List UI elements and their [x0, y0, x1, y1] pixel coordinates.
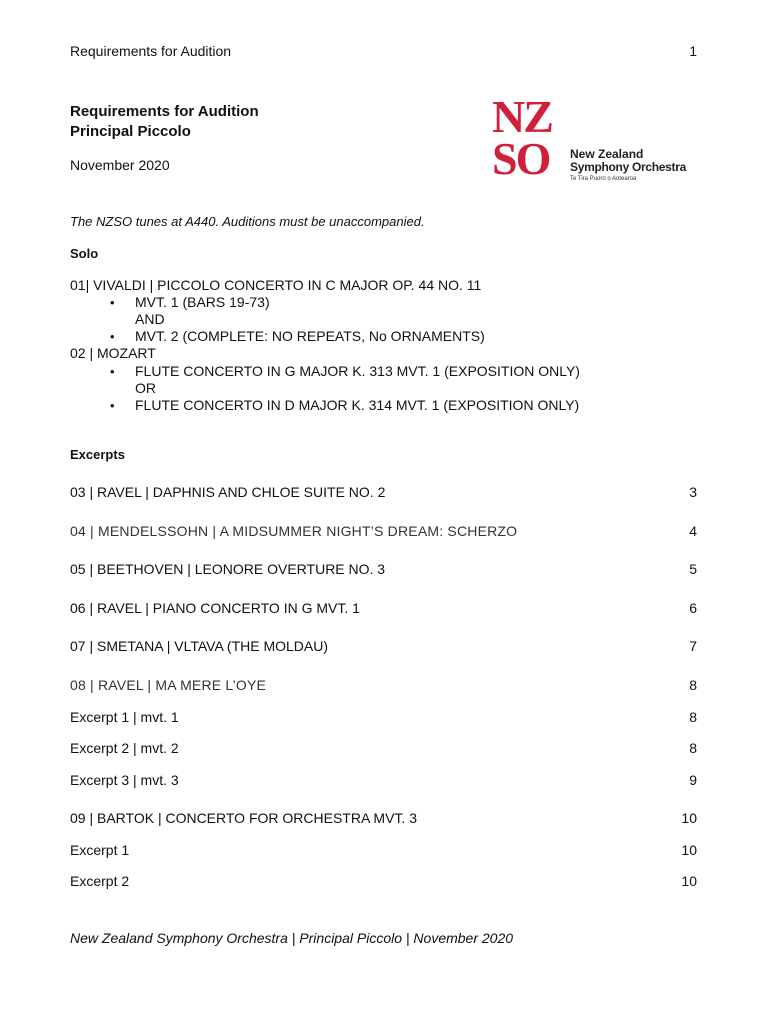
excerpt-row-page: 8 [689, 709, 697, 725]
excerpt-row-label: Excerpt 1 | mvt. 1 [70, 709, 179, 725]
page-footer: New Zealand Symphony Orchestra | Principal Piccolo | November 2020 [70, 930, 514, 946]
running-header-title: Requirements for Audition [70, 43, 232, 59]
excerpt-row-page: 10 [681, 873, 697, 889]
excerpt-row-page: 10 [681, 810, 697, 826]
excerpt-row-page: 3 [689, 484, 697, 500]
excerpt-row-label: Excerpt 1 [70, 842, 130, 858]
logo-name-line1: New Zealand [570, 147, 644, 161]
bullet-icon: • [110, 295, 115, 310]
doc-title-line2: Principal Piccolo [70, 123, 191, 140]
bullet-icon: • [110, 364, 115, 379]
solo-mozart-k314: FLUTE CONCERTO IN D MAJOR K. 314 MVT. 1 (EXPOSITION ONLY) [135, 397, 580, 413]
excerpt-row-label: 05 | BEETHOVEN | LEONORE OVERTURE NO. 3 [70, 561, 386, 577]
excerpts-heading: Excerpts [70, 447, 125, 462]
excerpt-row-page: 8 [689, 740, 697, 756]
solo-vivaldi-mvt1: MVT. 1 (BARS 19-73) [135, 294, 270, 310]
excerpt-row-label: Excerpt 2 | mvt. 2 [70, 740, 179, 756]
tuning-note: The NZSO tunes at A440. Auditions must be unaccompanied. [70, 214, 425, 229]
solo-vivaldi-and: AND [135, 311, 165, 327]
logo-name-line2: Symphony Orchestra [570, 160, 686, 174]
excerpt-row-label: 09 | BARTOK | CONCERTO FOR ORCHESTRA MVT. 3 [70, 810, 417, 826]
nzso-logo [490, 91, 700, 186]
excerpt-row-page: 5 [689, 561, 697, 577]
solo-item-mozart: 02 | MOZART [70, 345, 156, 361]
solo-vivaldi-mvt2: MVT. 2 (COMPLETE: NO REPEATS, No ORNAMENTS) [135, 328, 485, 344]
solo-heading: Solo [70, 246, 99, 261]
excerpt-row-label: Excerpt 3 | mvt. 3 [70, 772, 179, 788]
excerpt-row-label: Excerpt 2 [70, 873, 130, 889]
logo-tagline: Te Tira Puoro o Aotearoa [570, 176, 637, 182]
excerpt-row-page: 8 [689, 677, 697, 693]
excerpt-row-page: 10 [681, 842, 697, 858]
solo-mozart-or: OR [135, 380, 156, 396]
doc-title-line1: Requirements for Audition [70, 103, 259, 120]
solo-item-vivaldi: 01| VIVALDI | PICCOLO CONCERTO IN C MAJOR OP. 44 NO. 11 [70, 277, 482, 293]
excerpt-row-label: 03 | RAVEL | DAPHNIS AND CHLOE SUITE NO. 2 [70, 484, 386, 500]
excerpt-row-page: 9 [689, 772, 697, 788]
page-number: 1 [689, 43, 697, 59]
excerpt-row-label: 06 | RAVEL | PIANO CONCERTO IN G MVT. 1 [70, 600, 360, 616]
excerpt-row-page: 6 [689, 600, 697, 616]
excerpt-row-label: 04 | MENDELSSOHN | A MIDSUMMER NIGHT’S DREAM: SCHERZO [70, 523, 518, 539]
bullet-icon: • [110, 329, 115, 344]
excerpt-row-page: 4 [689, 523, 697, 539]
logo-letters-top: NZ [492, 91, 552, 142]
bullet-icon: • [110, 398, 115, 413]
excerpt-row-label: 07 | SMETANA | VLTAVA (THE MOLDAU) [70, 638, 329, 654]
excerpt-row-page: 7 [689, 638, 697, 654]
excerpt-row-label: 08 | RAVEL | MA MERE L’OYE [70, 677, 267, 693]
doc-date: November 2020 [70, 157, 170, 173]
solo-mozart-k313: FLUTE CONCERTO IN G MAJOR K. 313 MVT. 1 (EXPOSITION ONLY) [135, 363, 580, 379]
logo-letters-bottom: SO [492, 133, 550, 184]
